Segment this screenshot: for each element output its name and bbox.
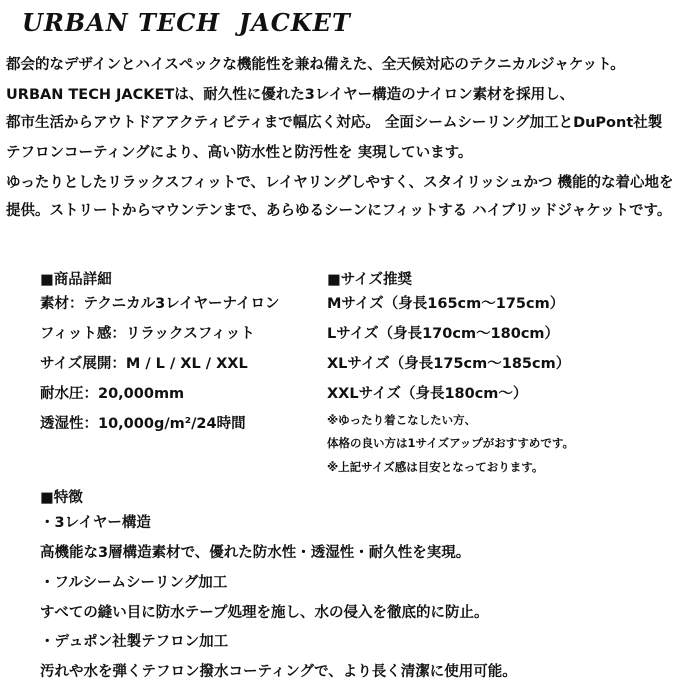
size-note: 体格の良い方は1サイズアップがおすすめです。 (327, 436, 574, 450)
intro-line: 都市生活からアウトドアアクティビティまで幅広く対応。 全面シームシーリング加工とDuPont社製 (6, 115, 663, 131)
intro-line: ゆったりとしたリラックスフィットで、レイヤリングしやすく、スタイリッシュかつ 機能的な着心地を (6, 175, 674, 191)
intro-line: URBAN TECH JACKETは、耐久性に優れた3レイヤー構造のナイロン素材を採用し、 (6, 87, 575, 103)
feature-desc: 高機能な3層構造素材で、優れた防水性・透湿性・耐久性を実現。 (40, 545, 471, 561)
product-title: URBAN TECH JACKET (22, 8, 351, 37)
feature-title: ・デュポン社製テフロン加工 (40, 634, 229, 650)
feature-title: ・フルシームシーリング加工 (40, 575, 228, 591)
size-item: Lサイズ（身長170cm～180cm） (327, 326, 560, 342)
feature-desc: 汚れや水を弾くテフロン撥水コーティングで、より長く清潔に使用可能。 (40, 664, 517, 680)
features-heading: ■特徴 (40, 490, 83, 506)
feature-desc: すべての縫い目に防水テープ処理を施し、水の侵入を徹底的に防止。 (40, 605, 489, 621)
details-heading: ■商品詳細 (40, 272, 112, 288)
size-item: XXLサイズ（身長180cm～） (327, 386, 528, 402)
size-note: ※上記サイズ感は目安となっております。 (327, 460, 544, 474)
detail-item: 耐水圧：20,000mm (40, 386, 185, 402)
size-item: Mサイズ（身長165cm～175cm） (327, 296, 565, 312)
intro-line: 提供。ストリートからマウンテンまで、あらゆるシーンにフィットする ハイブリッドジャケットです。 (6, 203, 672, 219)
detail-item: サイズ展開：M / L / XL / XXL (40, 356, 248, 372)
size-item: XLサイズ（身長175cm～185cm） (327, 356, 571, 372)
detail-item: 素材：テクニカル3レイヤーナイロン (40, 296, 280, 312)
intro-line: テフロンコーティングにより、高い防水性と防汚性を 実現しています。 (6, 145, 473, 161)
feature-title: ・3レイヤー構造 (40, 515, 151, 531)
intro-line: 都会的なデザインとハイスペックな機能性を兼ね備えた、全天候対応のテクニカルジャケット。 (6, 57, 625, 73)
detail-item: フィット感：リラックスフィット (40, 326, 255, 342)
size-note: ※ゆったり着こなしたい方、 (327, 413, 477, 427)
detail-item: 透湿性：10,000g/m²/24時間 (40, 416, 246, 432)
size-heading: ■サイズ推奨 (327, 272, 413, 288)
